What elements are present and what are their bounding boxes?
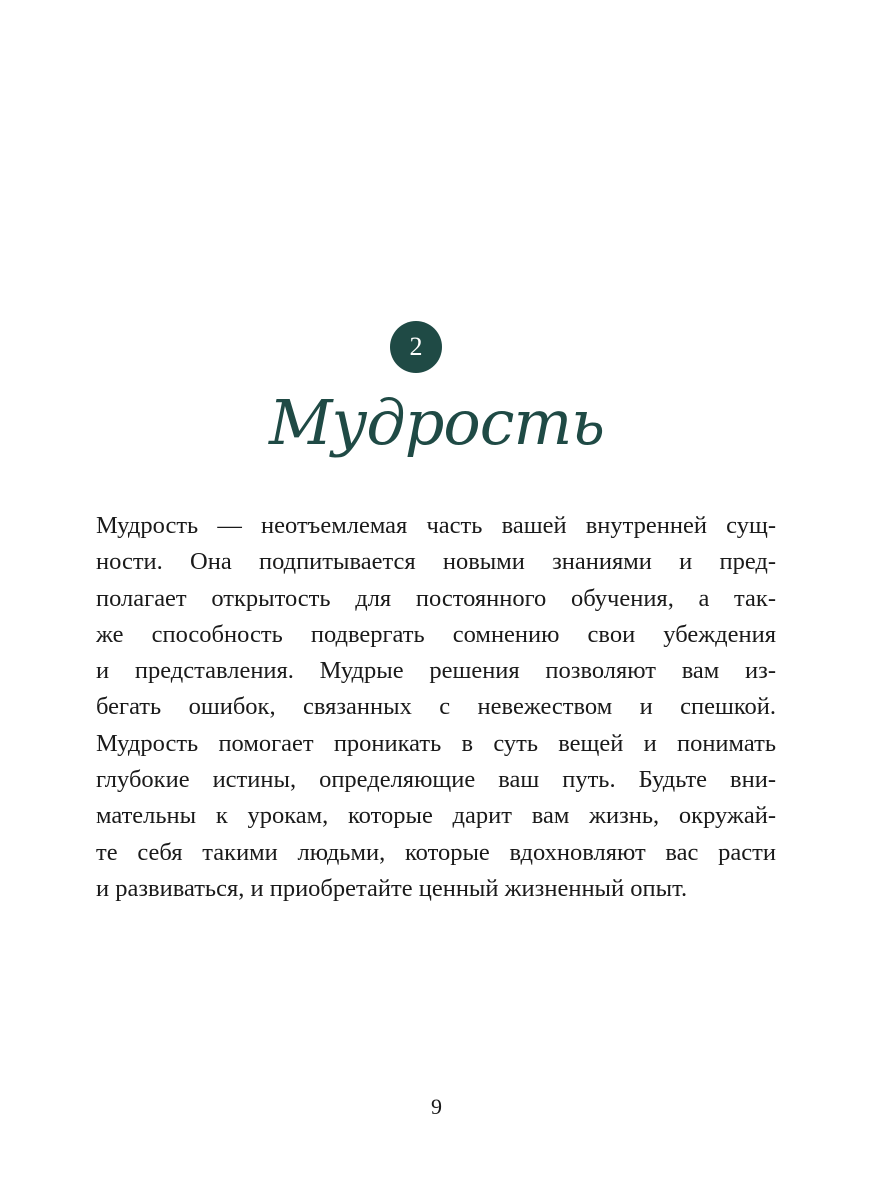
body-line: глубокие истины, определяющие ваш путь. Будьте вни- <box>96 766 776 794</box>
body-line: и развиваться, и приобретайте ценный жизненный опыт. <box>96 874 688 902</box>
body-line: полагает открытость для постоянного обучения, а так- <box>96 584 776 612</box>
chapter-number-badge <box>390 321 442 373</box>
body-line: и представления. Мудрые решения позволяют вам из- <box>96 657 776 685</box>
page-number: 9 <box>431 1094 442 1119</box>
body-line: ности. Она подпитывается новыми знаниями и пред- <box>96 548 776 576</box>
body-line: же способность подвергать сомнению свои убеждения <box>96 620 776 648</box>
body-line: Мудрость помогает проникать в суть вещей и понимать <box>96 729 776 757</box>
body-line: Мудрость — неотъемлемая часть вашей внутренней сущ- <box>96 512 776 539</box>
body-line: мательны к урокам, которые дарит вам жизнь, окружай- <box>96 802 776 830</box>
body-line: те себя такими людьми, которые вдохновляют вас расти <box>96 838 776 866</box>
body-paragraph <box>96 508 776 907</box>
body-line: бегать ошибок, связанных с невежеством и спешкой. <box>96 693 776 721</box>
chapter-title: Мудрость <box>268 386 605 459</box>
chapter-number: 2 <box>409 332 423 361</box>
